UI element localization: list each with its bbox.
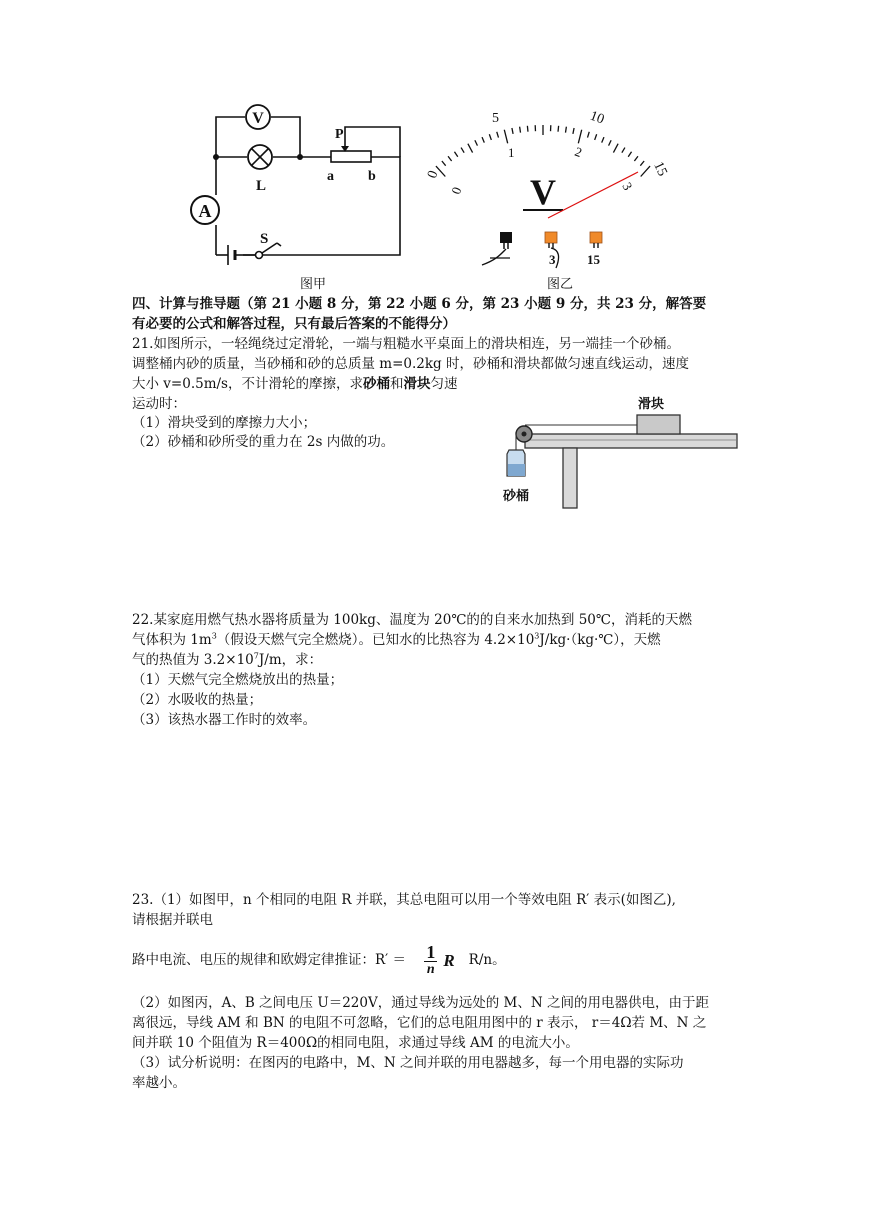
q23-line2: 请根据并联电 (132, 912, 213, 928)
voltmeter-dial (420, 100, 680, 272)
q23-p3-line1: （3）试分析说明：在图丙的电路中，M、N 之间并联的用电器越多，每一个用电器的实际功 (132, 1055, 684, 1071)
figure-jia-caption: 图甲 (300, 277, 327, 292)
outer-scale-10: 10 (587, 108, 607, 128)
q21-line2: 调整桶内砂的质量，当砂桶和砂的总质量 m=0.2kg 时，砂桶和滑块都做匀速直线运动，速度 (132, 356, 689, 372)
inner-scale-1: 1 (508, 145, 515, 160)
end-b-label: b (368, 169, 376, 184)
q21-line1: 21.如图所示，一轻绳绕过定滑轮，一端与粗糙水平桌面上的滑块相连，另一端挂一个砂桶。 (132, 336, 680, 352)
dial-tick (641, 166, 650, 176)
ammeter-icon (191, 196, 219, 224)
q21-line4: 运动时： (132, 396, 186, 412)
dial-tick (482, 137, 484, 143)
slider-label: P (335, 127, 344, 142)
inner-scale-2: 2 (572, 143, 585, 161)
section-title-line2: 有必要的公式和解答过程，只有最后答案的不能得分） (132, 316, 456, 332)
meter-symbol: V (530, 172, 556, 212)
q23-p2-line1: （2）如图丙，A、B 之间电压 U＝220V，通过导线为远处的 M、N 之间的用电器供电，由于距 (132, 995, 709, 1011)
dial-tick (558, 126, 559, 132)
lamp-icon (248, 145, 272, 169)
dial-tick (565, 127, 566, 133)
dial-tick (602, 137, 604, 143)
rheostat-icon (331, 151, 371, 162)
svg-text:V: V (252, 110, 264, 127)
dial-tick (573, 128, 574, 134)
svg-text:A: A (198, 201, 212, 221)
dial-tick (622, 148, 625, 153)
dial-tick (640, 161, 644, 166)
q22-line2: 气体积为 $1m^3$（假设天燃气完全燃烧）。已知水的比热容为 $4.2\times 10^3J/kg\cdot(kg\cdot℃)$，天燃 (132, 631, 661, 648)
inner-scale-3: 3 (619, 179, 636, 193)
q23-p2-line3: 间并联 10 个阻值为 R＝400Ω的相同电阻，求通过导线 AM 的电流大小。 (132, 1035, 579, 1051)
junction-right (297, 154, 303, 160)
section-title-line1: 四、计算与推导题（第 21 小题 8 分，第 22 小题 6 分，第 23 小题 9 分，共 23 分，解答要 (132, 296, 707, 312)
q21-sub1: （1）滑块受到的摩擦力大小； (132, 415, 317, 431)
dial-tick (512, 128, 513, 134)
lamp-label: L (256, 178, 267, 194)
table-top (525, 434, 737, 448)
outer-scale-15: 15 (650, 159, 670, 179)
dial-tick (448, 156, 452, 161)
dial-tick (468, 144, 473, 153)
dial-tick (578, 130, 581, 144)
table-leg (563, 448, 577, 508)
terminal-negative (482, 232, 512, 265)
dial-tick (609, 140, 612, 145)
inner-scale-0: 0 (448, 184, 465, 197)
voltmeter-icon (246, 105, 270, 129)
end-a-label: a (327, 169, 334, 184)
dial-tick (504, 130, 507, 144)
dial-tick (475, 140, 478, 145)
dial-tick (628, 152, 631, 157)
q23-p2-line2: 离很远，导线 AM 和 BN 的电阻不可忽略，它们的总电阻用图中的 r 表示， r＝4Ω若 M、N 之 (132, 1015, 707, 1031)
q23-p3-line2: 率越小。 (132, 1075, 186, 1091)
switch-label: S (260, 231, 269, 247)
pulley-figure (495, 388, 740, 513)
dial-tick (634, 156, 638, 161)
q22-line1: 22.某家庭用燃气热水器将质量为 100kg、温度为 20℃的的自来水加热到 50℃，消耗的天燃 (132, 612, 692, 628)
svg-text:15: 15 (587, 252, 600, 267)
formula-fraction: $\frac{1}{n}$ (426, 942, 436, 977)
block-label: 滑块 (638, 396, 665, 411)
dial-tick (588, 132, 590, 138)
dial-tick (461, 148, 464, 153)
dial-tick (442, 161, 446, 166)
needle (548, 172, 638, 218)
junction-left (213, 154, 219, 160)
slider-block (637, 415, 680, 434)
q21-line3: 大小 v=0.5m/s，不计滑轮的摩擦，求砂桶和滑块匀速 (132, 376, 458, 392)
dial-tick (454, 152, 457, 157)
circuit-diagram-jia (185, 100, 410, 275)
svg-text:3: 3 (549, 252, 556, 267)
dial-tick (527, 126, 528, 132)
dial-tick (595, 134, 597, 140)
dial-tick (489, 134, 491, 140)
q22-sub2: （2）水吸收的热量； (132, 692, 263, 708)
figure-yi-caption: 图乙 (547, 277, 574, 292)
q22-line3: 气的热值为 $3.2\times 10^7J/m$，求： (132, 651, 323, 668)
q21-sub2: （2）砂桶和砂所受的重力在 2s 内做的功。 (132, 434, 395, 450)
bucket-label: 砂桶 (503, 488, 530, 503)
dial-tick (520, 127, 521, 133)
dial-tick (613, 144, 618, 153)
q23-line1: 23.（1）如图甲，n 个相同的电阻 R 并联，其总电阻可以用一个等效电阻 R′ 表示(如图乙), (132, 892, 676, 908)
outer-scale-5: 5 (492, 111, 499, 126)
q22-sub1: （1）天燃气完全燃烧放出的热量； (132, 672, 344, 688)
dial-tick (497, 132, 499, 138)
outer-scale-0: 0 (425, 168, 442, 181)
terminal-15 (587, 232, 602, 267)
q23-line3: 路中电流、电压的规律和欧姆定律推证：R′ ＝ $\frac{1}{n}$ R R/n。 (132, 942, 506, 977)
terminal-3 (545, 232, 559, 268)
q22-sub3: （3）该热水器工作时的效率。 (132, 712, 317, 728)
